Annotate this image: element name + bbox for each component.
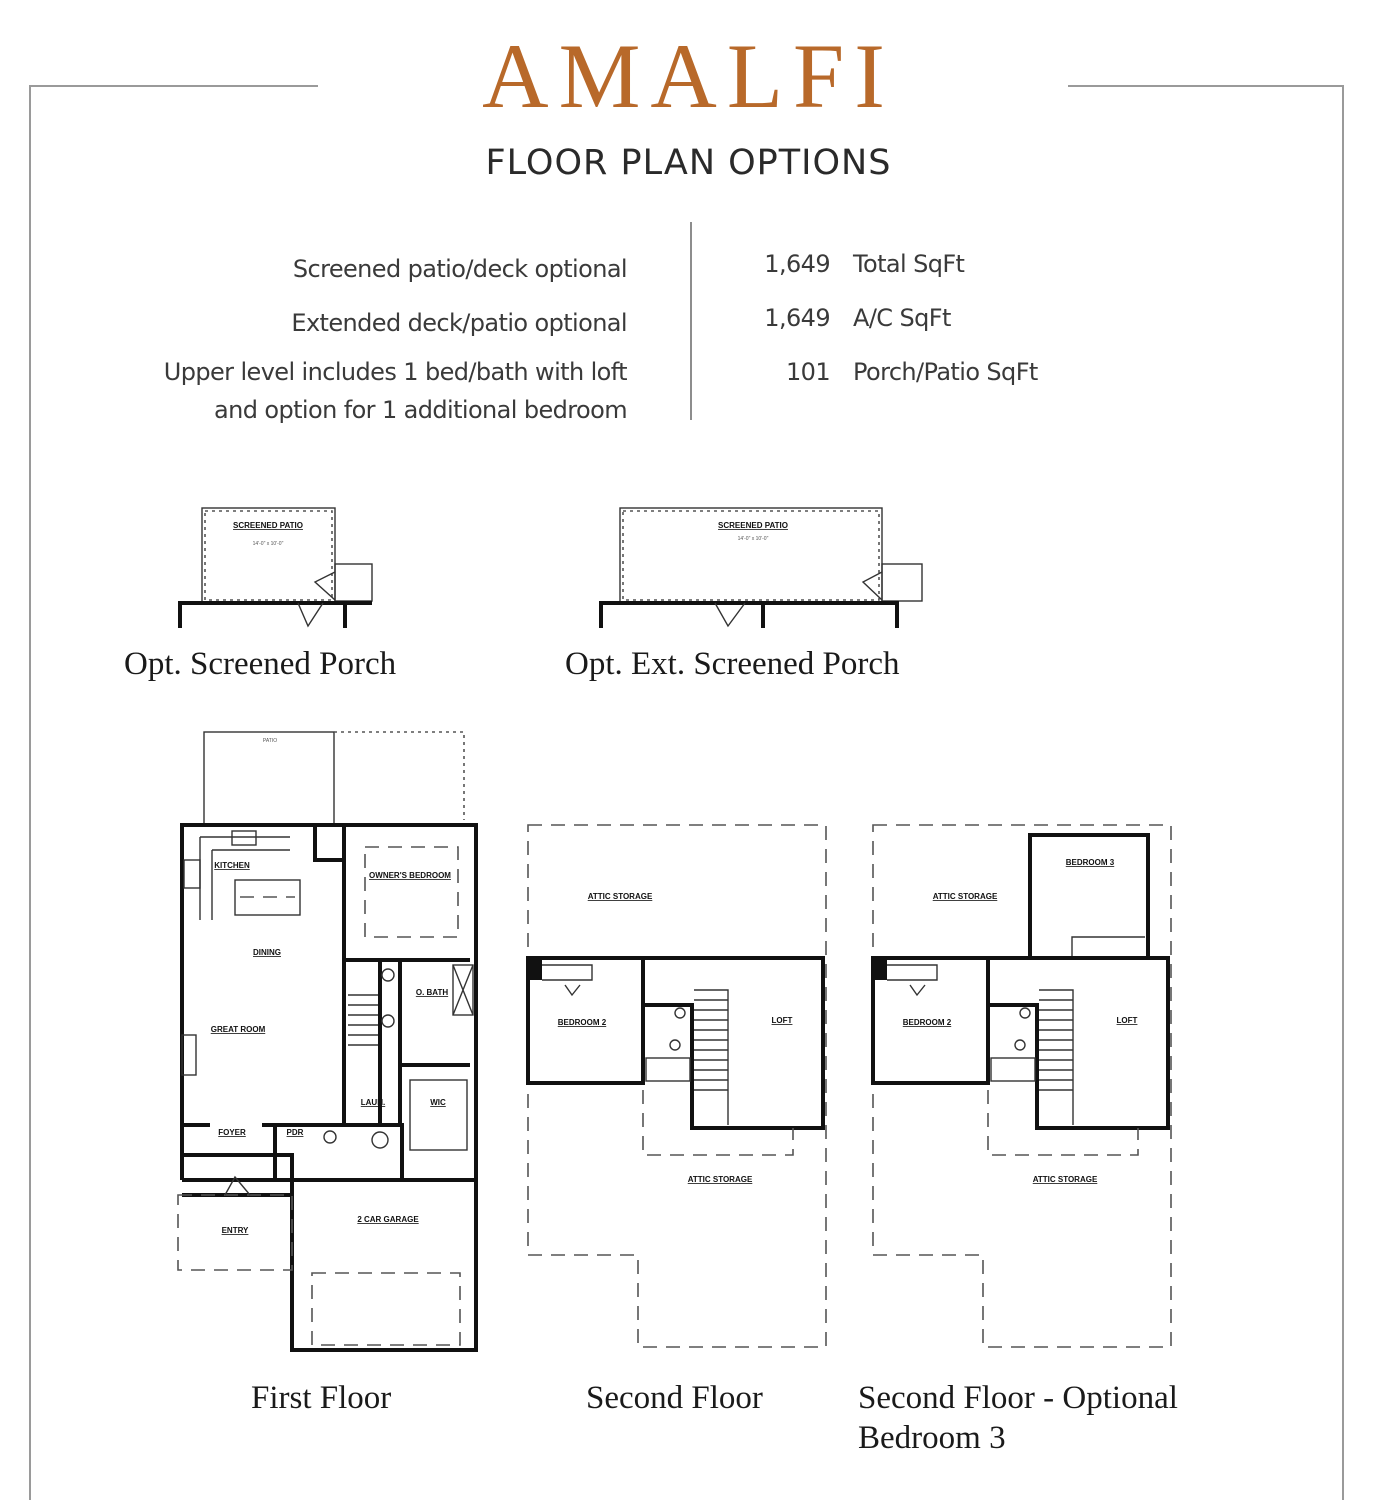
stat-label: A/C SqFt: [853, 304, 951, 332]
room-label-attic-storage-bottom: ATTIC STORAGE: [1032, 1175, 1098, 1184]
room-label-o-bath: O. BATH: [415, 988, 449, 997]
caption-second-floor-optional: [858, 1378, 1178, 1458]
caption-opt-screened-porch: Opt. Screened Porch: [124, 646, 397, 682]
room-label-kitchen: KITCHEN: [214, 861, 250, 870]
room-label-bedroom-3: BEDROOM 3: [1065, 858, 1115, 867]
room-label-screened-patio: SCREENED PATIO: [233, 521, 303, 530]
room-label-pdr: PDR: [286, 1128, 304, 1137]
room-label-attic-storage-top: ATTIC STORAGE: [587, 892, 653, 901]
room-label-dining: DINING: [253, 948, 281, 957]
stat-value: 101: [785, 358, 830, 386]
feature-item: and option for 1 additional bedroom: [214, 396, 627, 424]
room-dims: 14'-0" x 10'-0": [737, 536, 769, 542]
room-label-attic-storage-bottom: ATTIC STORAGE: [687, 1175, 753, 1184]
caption-line-1: Second Floor - Optional: [858, 1380, 1178, 1416]
feature-item: Screened patio/deck optional: [292, 255, 627, 283]
room-dims: 14'-0" x 10'-0": [252, 541, 284, 547]
stat-value: 1,649: [764, 304, 830, 332]
second-floor-optional-plan: [865, 815, 1185, 1350]
first-floor-plan: [170, 725, 490, 1350]
room-label-bedroom-2: BEDROOM 2: [902, 1018, 952, 1027]
room-label-garage: 2 CAR GARAGE: [357, 1215, 419, 1224]
stat-label: Porch/Patio SqFt: [853, 358, 1038, 386]
room-label-attic-storage-top: ATTIC STORAGE: [932, 892, 998, 901]
caption-second-floor: Second Floor: [586, 1380, 763, 1416]
room-label-laundry: LAUN.: [360, 1098, 386, 1107]
caption-first-floor: First Floor: [251, 1380, 392, 1416]
plan-subtitle: FLOOR PLAN OPTIONS: [485, 143, 892, 183]
stat-label: Total SqFt: [853, 250, 965, 278]
room-label-foyer: FOYER: [218, 1128, 246, 1137]
stat-value: 1,649: [764, 250, 830, 278]
room-label-bedroom-2: BEDROOM 2: [557, 1018, 607, 1027]
room-label-wic: WIC: [430, 1098, 446, 1107]
room-label-great-room: GREAT ROOM: [210, 1025, 266, 1034]
frame-left-line: [29, 85, 31, 1500]
plan-title: AMALFI: [482, 25, 895, 127]
room-label-patio: PATIO: [262, 738, 278, 744]
room-label-screened-patio: SCREENED PATIO: [718, 521, 788, 530]
ext-screened-porch-diagram: [595, 500, 925, 635]
room-label-entry: ENTRY: [221, 1226, 249, 1235]
second-floor-plan: [520, 815, 840, 1350]
frame-right-line: [1342, 85, 1344, 1500]
caption-line-2: Bedroom 3: [858, 1420, 1006, 1456]
room-label-owners-bedroom: OWNER'S BEDROOM: [369, 871, 451, 880]
feature-item: Upper level includes 1 bed/bath with loft: [163, 358, 627, 386]
caption-opt-ext-screened-porch: Opt. Ext. Screened Porch: [565, 646, 900, 682]
feature-item: Extended deck/patio optional: [291, 309, 627, 337]
room-label-loft: LOFT: [771, 1016, 793, 1025]
screened-porch-diagram: [175, 500, 385, 635]
room-label-loft: LOFT: [1116, 1016, 1138, 1025]
vertical-divider: [690, 222, 692, 420]
